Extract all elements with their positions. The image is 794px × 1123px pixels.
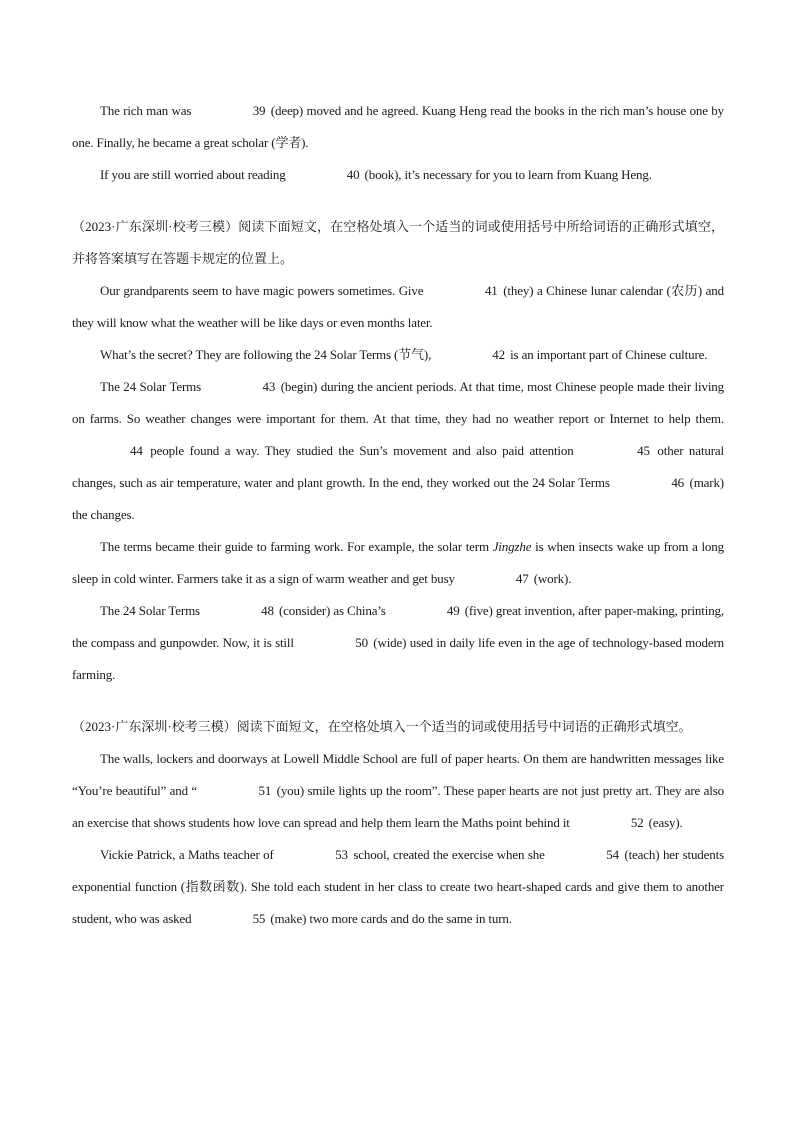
paragraph — [72, 159, 724, 191]
text: (you) smile lights up the room”. These paper hearts are not just pretty art. They are also an exercise that shows students how love can spread and help them learn the Maths point behind it — [72, 783, 724, 830]
text: (begin) during the ancient periods. At that time, most Chinese people made their living on farms. So weather changes were important for them. At that time, they had no weather report or Internet to help them. — [72, 379, 724, 426]
answer-blank: 50 — [355, 635, 368, 650]
paragraph — [72, 743, 724, 839]
answer-blank: 42 — [492, 347, 505, 362]
text: The terms became their guide to farming work. For example, the solar term — [100, 539, 493, 554]
text: (teach) her students exponential function (指数函数). She told each student in her class to create two heart-shaped cards and give them to another student, who was asked — [72, 847, 724, 926]
text: (wide) used in daily life even in the age of technology-based modern farming. — [72, 635, 724, 682]
text: (work). — [530, 571, 572, 586]
section-heading: （2023·广东深圳·校考三模）阅读下面短文，在空格处填入一个适当的词或使用括号中词语的正确形式填空。 — [72, 719, 692, 734]
answer-blank: 54 — [606, 847, 619, 862]
spacer — [72, 191, 724, 211]
italic-term: Jingzhe — [492, 539, 532, 554]
text: What’s the secret? They are following the 24 Solar Terms (节气), — [100, 347, 435, 362]
answer-blank: 55 — [252, 911, 266, 926]
text: (easy). — [645, 815, 683, 830]
answer-blank: 48 — [261, 603, 274, 618]
answer-blank: 53 — [335, 847, 348, 862]
answer-blank: 47 — [515, 571, 529, 586]
text: (book), it’s necessary for you to learn from Kuang Heng. — [361, 167, 652, 182]
text: people found a way. They studied the Sun’s movement and also paid attention — [144, 443, 580, 458]
text: Our grandparents seem to have magic powers sometimes. Give — [100, 283, 427, 298]
text: other natural changes, such as air temperature, water and plant growth. In the end, they worked out the 24 Solar Terms — [72, 443, 724, 490]
answer-blank: 40 — [346, 167, 360, 182]
paragraph — [72, 95, 724, 159]
text: Vickie Patrick, a Maths teacher of — [100, 847, 278, 862]
text: The rich man was — [100, 103, 195, 118]
answer-blank: 43 — [262, 379, 276, 394]
answer-blank: 49 — [446, 603, 460, 618]
paragraph — [72, 339, 724, 371]
answer-blank: 44 — [130, 443, 143, 458]
text: If you are still worried about reading — [100, 167, 289, 182]
text: is when insects wake up from a long sleep in cold winter. Farmers take it as a sign of warm weather and get busy — [72, 539, 724, 586]
answer-blank: 46 — [671, 475, 685, 490]
answer-blank: 51 — [258, 783, 272, 798]
paragraph — [72, 275, 724, 339]
document-content — [72, 95, 724, 935]
paragraph — [72, 839, 724, 935]
answer-blank: 45 — [637, 443, 650, 458]
answer-blank: 52 — [630, 815, 644, 830]
text: (mark) the changes. — [72, 475, 724, 522]
paragraph — [72, 595, 724, 691]
text: school, created the exercise when she — [349, 847, 549, 862]
answer-blank: 39 — [252, 103, 266, 118]
text: (five) great invention, after paper-making, printing, the compass and gunpowder. Now, it is still — [72, 603, 724, 650]
text: The 24 Solar Terms — [100, 379, 205, 394]
answer-blank: 41 — [484, 283, 498, 298]
text: (deep) moved and he agreed. Kuang Heng read the books in the rich man’s house one by one. Finally, he became a great scholar (学者). — [72, 103, 724, 150]
text: The 24 Solar Terms — [100, 603, 204, 618]
text: (make) two more cards and do the same in turn. — [267, 911, 512, 926]
text: The walls, lockers and doorways at Lowell Middle School are full of paper hearts. On them are handwritten messages like “You’re beautiful” and “ — [72, 751, 724, 798]
text: is an important part of Chinese culture. — [507, 347, 708, 362]
text: (consider) as China’s — [275, 603, 389, 618]
paragraph — [72, 531, 724, 595]
section-heading: （2023·广东深圳·校考三模）阅读下面短文，在空格处填入一个适当的词或使用括号中所给词语的正确形式填空，并将答案填写在答题卡规定的位置上。 — [72, 219, 724, 266]
paragraph — [72, 371, 724, 531]
spacer — [72, 691, 724, 711]
text: (they) a Chinese lunar calendar (农历) and they will know what the weather will be like days or even months later. — [72, 283, 724, 330]
